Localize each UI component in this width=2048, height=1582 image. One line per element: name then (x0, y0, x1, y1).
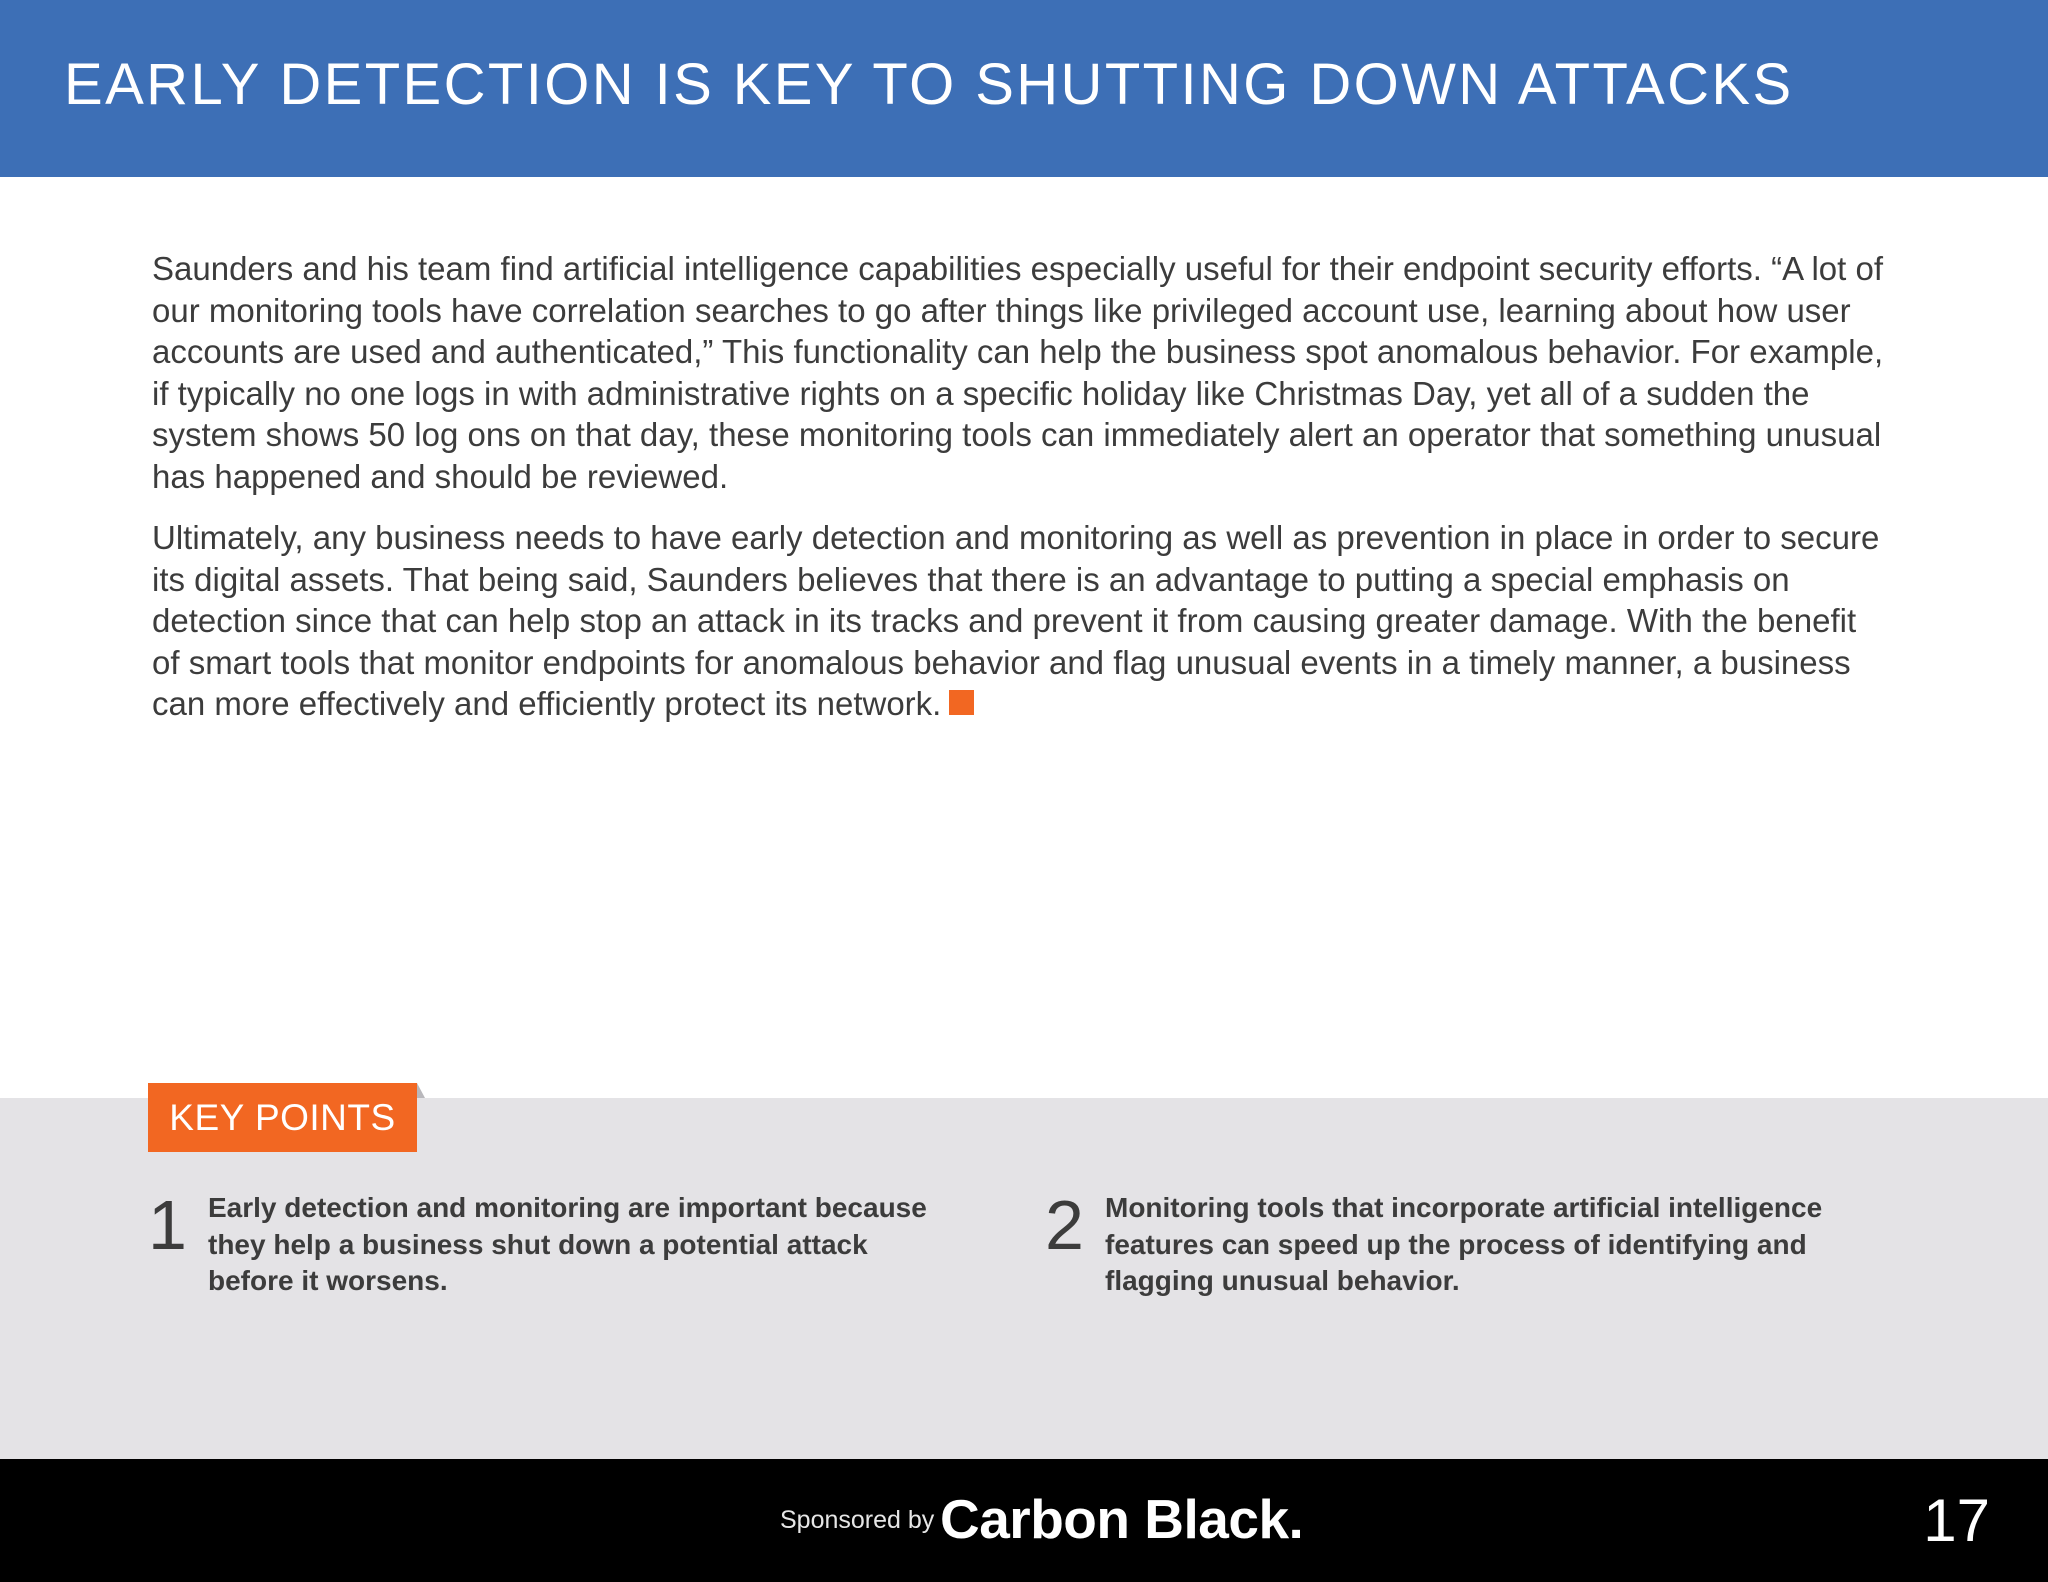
key-points-label: KEY POINTS (169, 1097, 396, 1138)
key-point-number: 2 (1045, 1186, 1084, 1264)
body-paragraph-2 (152, 517, 1892, 725)
page-title: EARLY DETECTION IS KEY TO SHUTTING DOWN ATTACKS (64, 52, 1794, 117)
sponsor-label: Sponsored by (780, 1506, 935, 1534)
key-point-text: Early detection and monitoring are important because they help a business shut down a potential attack before it worsens. (208, 1192, 927, 1296)
key-point-text: Monitoring tools that incorporate artificial intelligence features can speed up the process of identifying and flagging unusual behavior. (1105, 1192, 1823, 1296)
body-paragraph-1: Saunders and his team find artificial intelligence capabilities especially useful for their endpoint security efforts. “A lot of our monitoring tools have correlation searches to go after things like privileged account use, learning about how user accounts are used and authenticated,” This functionality can help the business spot anomalous behavior. For example, if typically no one logs in with administrative rights on a specific holiday like Christmas Day, yet all of a sudden the system shows 50 log ons on that day, these monitoring tools can immediately alert an operator that something unusual has happened and should be reviewed. (152, 250, 1884, 495)
end-of-article-square-icon (949, 690, 974, 715)
key-points-tab (148, 1083, 417, 1152)
page-number: 17 (1923, 1487, 1990, 1554)
article-body (152, 248, 1892, 745)
tab-fold-icon (417, 1083, 425, 1098)
body-paragraph-2-text: Ultimately, any business needs to have early detection and monitoring as well as prevention in place in order to secure its digital assets. That being said, Saunders believes that there is an advantage to putting a special emphasis on detection since that can help stop an attack in its tracks and prevent it from causing greater damage. With the benefit of smart tools that monitor endpoints for anomalous behavior and flag unusual events in a timely manner, a business can more effectively and efficiently protect its network. (152, 519, 1880, 722)
carbon-black-logo: Carbon Black. (940, 1488, 1304, 1550)
page-header (0, 0, 2048, 177)
key-point-number: 1 (148, 1186, 187, 1264)
page-footer (0, 1459, 2048, 1582)
